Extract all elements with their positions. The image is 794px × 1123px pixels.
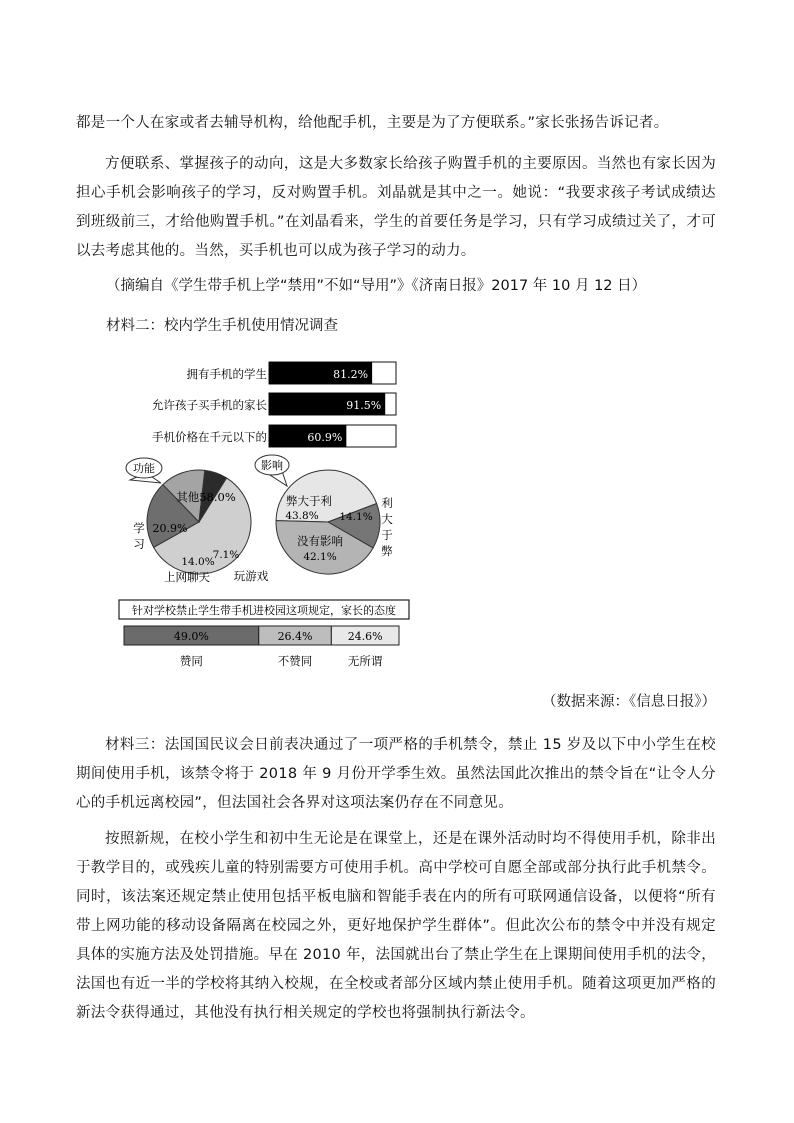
bar-category-label: 拥有手机的学生 (186, 367, 267, 381)
pie-label: 其他58.0% (176, 490, 236, 504)
attitude-category-label: 赞同 (179, 654, 203, 668)
pie-label: 学 (133, 521, 145, 535)
bar-category-label: 允许孩子买手机的家长 (152, 398, 267, 412)
data-source-note: （数据来源：《信息日报》） (542, 694, 716, 710)
bar-category-label: 手机价格在千元以下的 (152, 430, 267, 444)
pie-label: 43.8% (285, 510, 319, 522)
material3-paragraph-2: 按照新规，在校小学生和初中生无论是在课堂上，还是在课外活动时均不得使用手机，除非出于教学目的，或残疾儿童的特别需要方可使用手机。高中学校可自愿全部或部分执行此手机禁令。同时，该法案还规定禁止使用包括平板电脑和智能手表在内的所有可联网通信设备，以便将“所有带上网功能的移动设备隔离在校园之外，更好地保护学生群体”。但此次公布的禁令中并没有规定具体的实施方法及处罚措施。早在 2010 年，法国就出台了禁止学生在上课期间使用手机的法令，法国也有近一半的学校将其纳入校规，在全校或者部分区域内禁止使用手机。随着这项更加严格的新法令获得通过，其他没有执行相关规定的学校也将强制执行新法令。 (76, 831, 716, 1021)
attitude-value-label: 26.4% (277, 630, 313, 643)
pie-label: 20.9% (152, 522, 188, 535)
pie-label: 弊 (381, 544, 393, 558)
function-pie-chart (126, 458, 269, 584)
attitude-value-label: 49.0% (173, 630, 209, 643)
pie-label: 弊大于利 (286, 494, 332, 508)
attitude-category-label: 无所谓 (347, 654, 383, 668)
attitude-value-label: 24.6% (347, 630, 383, 643)
impact-pie-title: 影响 (261, 459, 283, 472)
pie-label: 玩游戏 (233, 569, 269, 583)
material1-source: （摘编自《学生带手机上学“禁用”不如“导用”》《济南日报》2017 年 10 月 12 日） (106, 278, 647, 294)
parent-attitude-chart (119, 600, 409, 668)
attitude-category-label: 不赞同 (277, 654, 313, 668)
pie-label: 于 (381, 528, 393, 542)
material1-paragraph-1: 都是一个人在家或者去辅导机构，给他配手机，主要是为了方便联系。”家长张扬告诉记者。 (76, 115, 669, 131)
function-pie-title: 功能 (133, 462, 155, 475)
pie-label: 7.1% (212, 549, 240, 561)
attitude-chart-title: 针对学校禁止学生带手机进校园这项规定，家长的态度 (132, 604, 396, 617)
pie-label: 14.1% (339, 511, 373, 523)
pie-label: 14.0% (181, 556, 215, 568)
pie-label: 大 (381, 512, 393, 526)
pie-label: 42.1% (303, 551, 337, 563)
pie-label: 利 (381, 496, 393, 510)
pie-label: 没有影响 (297, 534, 343, 548)
impact-pie-chart (255, 455, 393, 574)
ownership-bar-chart (152, 362, 396, 447)
material2-heading: 材料二：校内学生手机使用情况调查 (106, 318, 338, 334)
material3-paragraph-1: 材料三：法国国民议会日前表决通过了一项严格的手机禁令，禁止 15 岁及以下中小学生在校期间使用手机，该禁令将于 2018 年 9 月份开学季生效。虽然法国此次推出的禁令旨在“让令人分心的手机远离校园”，但法国社会各界对这项法案仍存在不同意见。 (76, 737, 716, 811)
pie-label: 上网聊天 (164, 570, 210, 584)
bar-value-label: 60.9% (307, 431, 343, 444)
survey-figure (112, 355, 412, 670)
bar-value-label: 81.2% (333, 368, 369, 381)
pie-label: 习 (133, 537, 145, 551)
bar-value-label: 91.5% (346, 399, 382, 412)
material1-paragraph-2: 方便联系、掌握孩子的动向，这是大多数家长给孩子购置手机的主要原因。当然也有家长因为担心手机会影响孩子的学习，反对购置手机。刘晶就是其中之一。她说：“我要求孩子考试成绩达到班级前三，才给他购置手机。”在刘晶看来，学生的首要任务是学习，只有学习成绩过关了，才可以去考虑其他的。当然，买手机也可以成为孩子学习的动力。 (76, 156, 716, 259)
